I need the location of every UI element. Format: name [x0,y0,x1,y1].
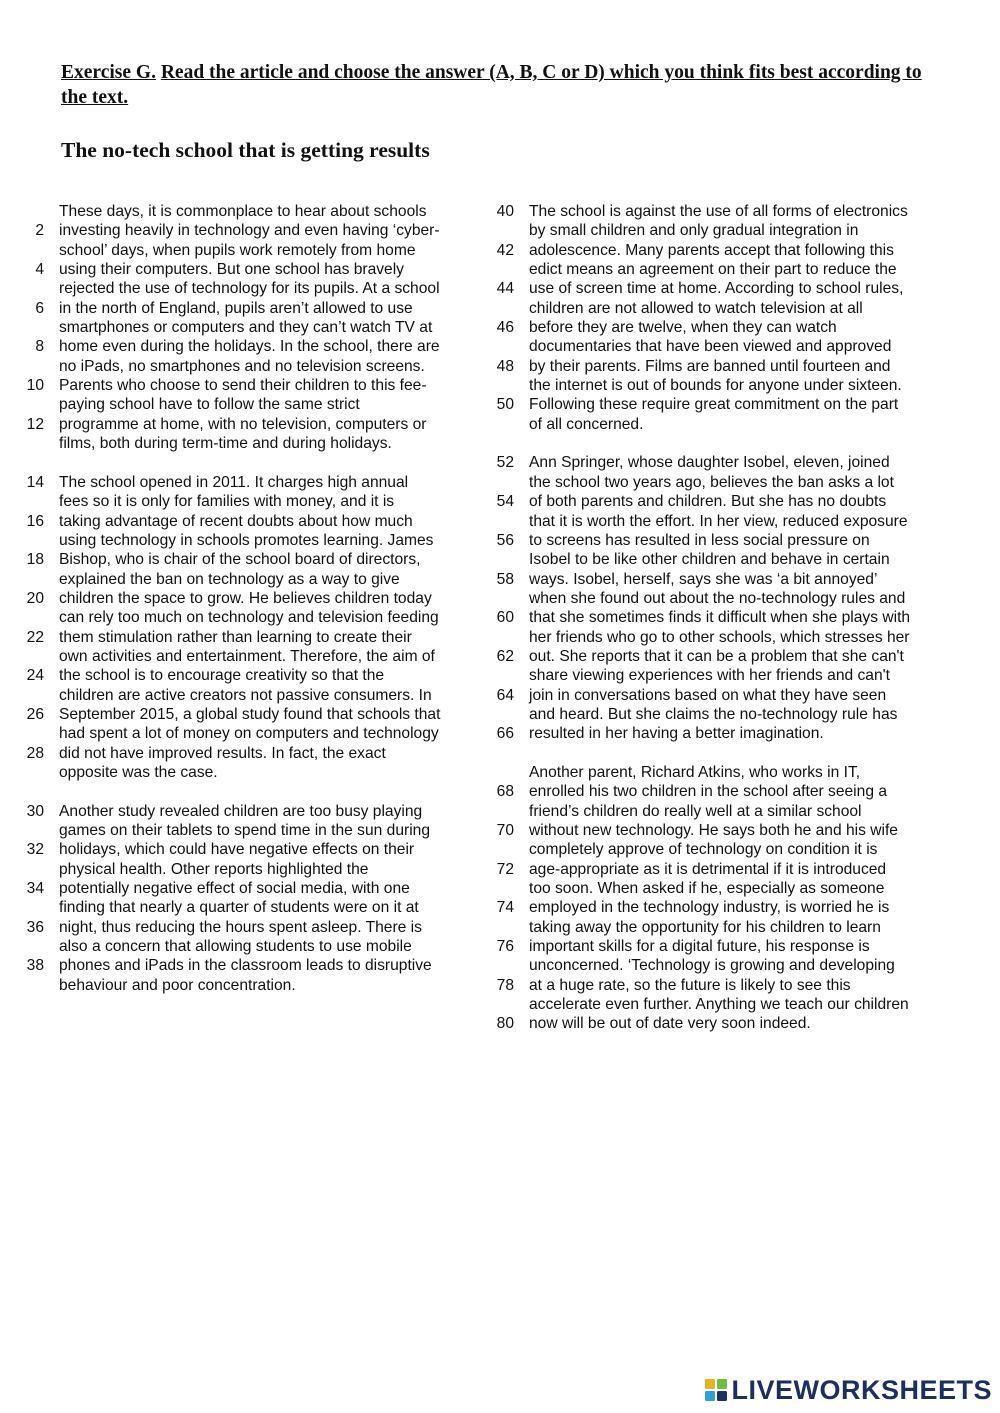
line-text: resulted in her having a better imagination. [529,725,824,743]
line-number: 64 [496,686,514,704]
line-number: 12 [26,415,44,433]
article-right-column [478,202,958,1034]
line-text: also a concern that allowing students to use mobile [59,938,412,956]
line-number: 50 [496,396,514,414]
line-text: by their parents. Films are banned until fourteen and [529,357,891,375]
line-text: them stimulation rather than learning to create their [59,628,412,646]
right-line [478,337,958,356]
line-text: paying school have to follow the same strict [59,396,360,414]
liveworksheets-logo-icon [705,1379,727,1401]
line-number: 8 [35,338,44,356]
right-line [478,956,958,975]
line-text: now will be out of date very soon indeed. [529,1015,811,1033]
left-line [0,415,480,434]
right-line [478,260,958,279]
left-line [0,879,480,898]
line-text: home even during the holidays. In the school, there are [59,338,440,356]
line-text: September 2015, a global study found that schools that [59,705,441,723]
line-text: The school is against the use of all forms of electronics [529,203,908,220]
logo-square-3 [705,1391,715,1401]
line-text: when she found out about the no-technology rules and [529,589,906,607]
line-text: age-appropriate as it is detrimental if it is introduced [529,860,887,878]
right-line [478,415,958,434]
right-line [478,647,958,666]
right-line [478,898,958,917]
left-line [0,705,480,724]
line-text: own activities and entertainment. Therefore, the aim of [59,647,435,665]
line-text: at a huge rate, so the future is likely to see this [529,976,851,994]
line-number: 72 [496,860,514,878]
right-line [478,492,958,511]
right-line [478,241,958,260]
line-number: 62 [496,647,514,665]
line-text: and heard. But she claims the no-technology rule has [529,705,898,723]
left-line [0,434,480,453]
right-line [478,937,958,956]
line-number: 66 [496,725,514,743]
line-text: finding that nearly a quarter of students were on it at [59,899,419,917]
line-number: 26 [26,705,44,723]
line-text: Another study revealed children are too busy playing [59,802,423,820]
line-text: too soon. When asked if he, especially as someone [529,880,885,898]
right-line [478,628,958,647]
line-text: enrolled his two children in the school after seeing a [529,783,888,801]
line-text: of all concerned. [529,415,644,433]
line-text: children are active creators not passive consumers. In [59,686,432,704]
line-text: ways. Isobel, herself, says she was ‘a bit annoyed’ [529,570,878,588]
left-line [0,492,480,511]
left-line [0,686,480,705]
left-line [0,221,480,240]
logo-square-4 [717,1391,727,1401]
line-text: by small children and only gradual integration in [529,222,859,240]
left-line [0,202,480,221]
line-number: 78 [496,976,514,994]
line-text: night, thus reducing the hours spent asleep. There is [59,918,422,936]
line-text: friend’s children do really well at a similar school [529,802,862,820]
line-text: investing heavily in technology and even having ‘cyber- [59,222,440,240]
line-number: 24 [26,667,44,685]
right-line [478,976,958,995]
right-line [478,434,958,453]
line-text: games on their tablets to spend time in the sun during [59,822,431,839]
right-line [478,879,958,898]
line-text: using technology in schools promotes learning. James [59,531,434,549]
left-line [0,570,480,589]
article-left-column [0,202,480,995]
line-text: the internet is out of bounds for anyone under sixteen. [529,377,902,395]
line-text: phones and iPads in the classroom leads to disruptive [59,957,432,975]
left-line [0,512,480,531]
line-text: can rely too much on technology and television feeding [59,609,439,627]
left-line [0,531,480,550]
liveworksheets-logo[interactable] [705,1375,992,1405]
right-line [478,318,958,337]
line-text: children the space to grow. He believes children today [59,589,432,607]
line-text: Following these require great commitment on the part [529,396,899,414]
right-line [478,666,958,685]
right-line [478,608,958,627]
line-text: opposite was the case. [59,763,218,781]
line-text: Another parent, Richard Atkins, who works in IT, [529,763,861,781]
right-line [478,763,958,782]
right-line [478,860,958,879]
right-line [478,744,958,763]
right-line [478,686,958,705]
line-number: 54 [496,493,514,511]
left-line [0,976,480,995]
line-number: 60 [496,609,514,627]
right-line [478,395,958,414]
line-text: in the north of England, pupils aren’t allowed to use [59,299,413,317]
line-text: explained the ban on technology as a way to give [59,570,400,588]
right-line [478,202,958,221]
line-number: 68 [496,783,514,801]
left-line [0,821,480,840]
right-line [478,512,958,531]
right-line [478,357,958,376]
line-text: did not have improved results. In fact, the exact [59,744,386,762]
line-text: These days, it is commonplace to hear about schools [59,203,427,220]
left-line [0,937,480,956]
exercise-instruction: Read the article and choose the answer (A, B, C or D) which you think fits best according to the text. [61,62,922,108]
right-line [478,840,958,859]
left-line [0,241,480,260]
line-text: Isobel to be like other children and behave in certain [529,551,890,569]
line-text: children are not allowed to watch television at all [529,299,863,317]
line-text: potentially negative effect of social media, with one [59,880,410,898]
left-line [0,724,480,743]
right-line [478,473,958,492]
left-line [0,744,480,763]
line-number: 74 [496,899,514,917]
line-number: 6 [35,299,44,317]
line-text: adolescence. Many parents accept that following this [529,241,894,259]
line-text: fees so it is only for families with money, and it is [59,493,395,511]
line-text: without new technology. He says both he and his wife [529,822,898,839]
right-line [478,221,958,240]
left-line [0,956,480,975]
right-line [478,531,958,550]
line-text: out. She reports that it can be a problem that she can't [529,647,904,665]
line-text: physical health. Other reports highlighted the [59,860,369,878]
line-text: the school is to encourage creativity so that the [59,667,385,685]
right-line [478,724,958,743]
line-number: 36 [26,918,44,936]
line-text: that it is worth the effort. In her view, reduced exposure [529,512,908,530]
line-number: 38 [26,957,44,975]
line-number: 46 [496,319,514,337]
line-number: 16 [26,512,44,530]
line-text: Ann Springer, whose daughter Isobel, eleven, joined [529,454,890,472]
right-line [478,570,958,589]
line-text: completely approve of technology on condition it is [529,841,878,859]
left-line [0,357,480,376]
left-line [0,782,480,801]
line-text: holidays, which could have negative effects on their [59,841,415,859]
line-text: her friends who go to other schools, which stresses her [529,628,910,646]
right-line [478,802,958,821]
left-line [0,260,480,279]
line-text: taking away the opportunity for his children to learn [529,918,881,936]
line-number: 52 [496,454,514,472]
line-number: 34 [26,880,44,898]
line-number: 30 [26,802,44,820]
line-number: 20 [26,589,44,607]
line-text: films, both during term-time and during holidays. [59,435,392,453]
left-line [0,337,480,356]
line-text: share viewing experiences with her friends and can't [529,667,890,685]
line-number: 32 [26,841,44,859]
left-line [0,299,480,318]
article-title: The no-tech school that is getting results [61,138,430,162]
line-text: behaviour and poor concentration. [59,976,296,994]
line-number: 56 [496,531,514,549]
right-line [478,918,958,937]
line-text: no iPads, no smartphones and no television screens. [59,357,425,375]
right-line [478,705,958,724]
line-text: rejected the use of technology for its pupils. At a school [59,280,440,298]
left-line [0,860,480,879]
line-text: accelerate even further. Anything we teach our children [529,996,909,1014]
line-number: 48 [496,357,514,375]
line-number: 42 [496,241,514,259]
line-text: taking advantage of recent doubts about how much [59,512,413,530]
line-text: unconcerned. ‘Technology is growing and developing [529,957,895,975]
line-number: 40 [496,203,514,220]
line-number: 76 [496,938,514,956]
left-line [0,608,480,627]
line-text: The school opened in 2011. It charges high annual [59,473,409,491]
left-line [0,395,480,414]
left-line [0,666,480,685]
left-line [0,647,480,666]
line-text: Bishop, who is chair of the school board of directors, [59,551,421,569]
line-number: 58 [496,570,514,588]
left-line [0,898,480,917]
right-line [478,589,958,608]
line-text: before they are twelve, when they can watch [529,319,837,337]
right-line [478,782,958,801]
line-text: of both parents and children. But she has no doubts [529,493,887,511]
line-text: that she sometimes finds it difficult when she plays with [529,609,911,627]
right-line [478,299,958,318]
right-line [478,821,958,840]
line-text: use of screen time at home. According to school rules, [529,280,904,298]
line-text: had spent a lot of money on computers and technology [59,725,439,743]
line-number: 2 [35,222,44,240]
left-line [0,376,480,395]
line-number: 14 [26,473,44,491]
line-number: 10 [26,377,44,395]
left-line [0,279,480,298]
right-line [478,1014,958,1033]
line-text: the school two years ago, believes the ban asks a lot [529,473,894,491]
line-number: 4 [35,261,44,279]
line-text: using their computers. But one school has bravely [59,261,404,279]
line-number: 28 [26,744,44,762]
line-text: important skills for a digital future, his response is [529,938,870,956]
left-line [0,840,480,859]
right-line [478,453,958,472]
left-line [0,318,480,337]
liveworksheets-logo-text: LIVEWORKSHEETS [731,1374,992,1405]
line-text: school’ days, when pupils work remotely from home [59,241,416,259]
right-line [478,279,958,298]
left-line [0,589,480,608]
line-text: programme at home, with no television, computers or [59,415,427,433]
line-number: 22 [26,628,44,646]
left-line [0,918,480,937]
line-text: Parents who choose to send their children to this fee- [59,377,427,395]
exercise-label: Exercise G. [61,62,156,83]
line-text: edict means an agreement on their part to reduce the [529,261,897,279]
line-text: smartphones or computers and they can’t watch TV at [59,319,433,337]
line-number: 70 [496,822,514,839]
line-number: 18 [26,551,44,569]
left-line [0,473,480,492]
left-line [0,628,480,647]
logo-square-1 [705,1379,715,1389]
left-line [0,550,480,569]
right-line [478,550,958,569]
right-line [478,376,958,395]
line-number: 80 [496,1015,514,1033]
left-line [0,802,480,821]
logo-square-2 [717,1379,727,1389]
line-text: documentaries that have been viewed and approved [529,338,892,356]
line-text: join in conversations based on what they have seen [529,686,887,704]
line-number: 44 [496,280,514,298]
line-text: to screens has resulted in less social pressure on [529,531,870,549]
line-text: employed in the technology industry, is worried he is [529,899,890,917]
right-line [478,995,958,1014]
left-line [0,763,480,782]
left-line [0,453,480,472]
exercise-header [61,60,941,110]
